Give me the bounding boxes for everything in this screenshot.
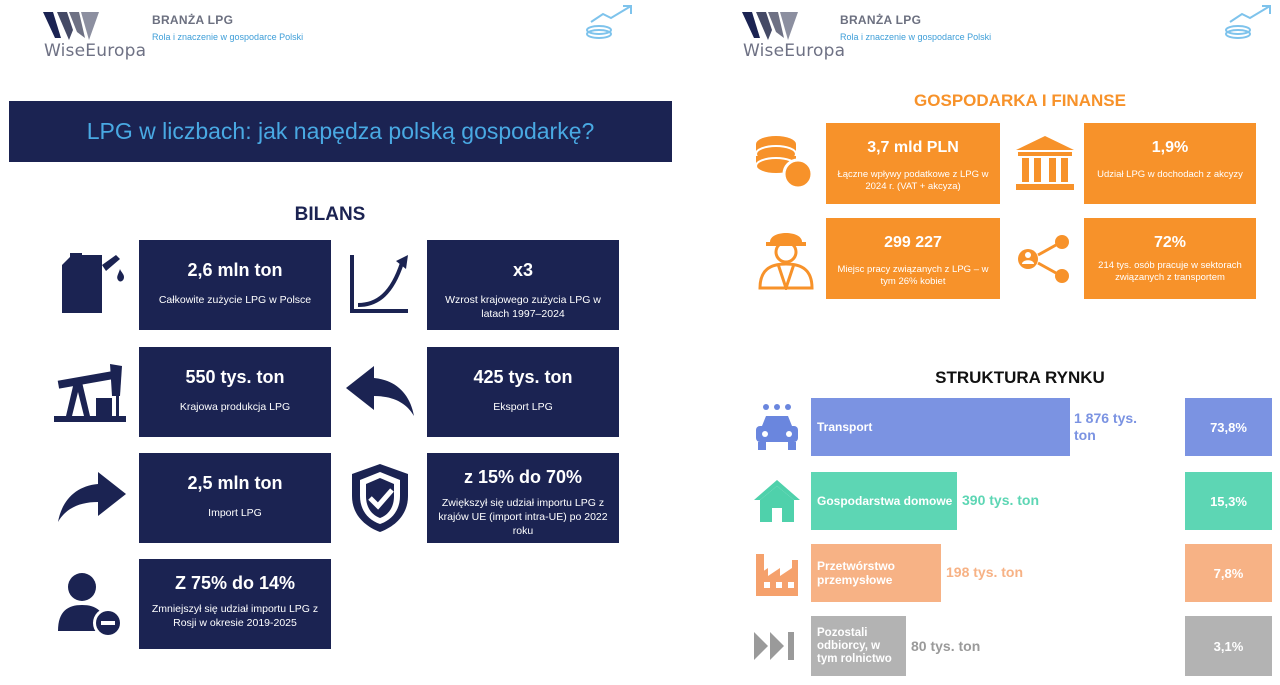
fuel-canister-icon <box>58 251 128 317</box>
stat-desc: Łączne wpływy podatkowe z LPG w 2024 r. (VAT + akcyza) <box>837 169 989 192</box>
stat-desc: Import LPG <box>208 507 262 519</box>
stat-desc: Eksport LPG <box>493 401 553 413</box>
stat-value: z 15% do 70% <box>463 467 583 487</box>
stat-box <box>139 347 331 437</box>
stat-value: 299 227 <box>884 234 942 251</box>
brand-subtitle: Rola i znaczenie w gospodarce Polski <box>840 32 992 42</box>
stat-value: 1,9% <box>1151 139 1189 156</box>
stat-value: 2,6 mln ton <box>187 260 283 280</box>
car-icon <box>752 402 802 454</box>
arrow-forward-icon <box>56 470 128 524</box>
brand-title: BRANŻA LPG <box>152 13 234 27</box>
stat-desc: Krajowa produkcja LPG <box>179 401 291 413</box>
stat-value: 3,7 mld PLN <box>867 139 959 156</box>
percent-value: 15,3% <box>1210 493 1247 509</box>
stat-desc: Zmniejszył się udział importu LPG z Rosji w okresie 2019-2025 <box>151 603 319 629</box>
wiseeuropa-logo-icon <box>742 10 798 42</box>
stat-value: 72% <box>1153 234 1187 251</box>
bank-building-icon <box>1014 134 1076 192</box>
percent-box <box>1185 616 1272 676</box>
stat-value: Z 75% do 14% <box>174 573 296 593</box>
factory-icon <box>752 548 802 598</box>
stat-value: 550 tys. ton <box>185 367 285 387</box>
bar-households <box>811 472 957 530</box>
percent-box <box>1185 544 1272 602</box>
stat-box <box>826 218 1000 299</box>
oil-pump-icon <box>52 356 128 426</box>
bar-label: Przetwórstwo przemysłowe <box>817 559 896 587</box>
percent-value: 3,1% <box>1213 638 1244 654</box>
logo-text: WiseEuropa <box>44 41 147 61</box>
user-minus-icon <box>56 571 126 641</box>
stat-value: 425 tys. ton <box>473 367 573 387</box>
house-icon <box>752 478 802 524</box>
bar-other <box>811 616 906 676</box>
stat-box <box>826 123 1000 204</box>
bar-label: Transport <box>817 420 873 434</box>
bar-label: Pozostali odbiorcy, w tym rolnictwo <box>817 626 892 665</box>
growth-curve-icon <box>348 253 410 315</box>
bar-value: 390 tys. ton <box>962 492 1040 508</box>
bar-value: 80 tys. ton <box>911 638 981 654</box>
bar-industry <box>811 544 941 602</box>
stat-desc: Miejsc pracy związanych z LPG – w tym 26% kobiet <box>837 264 989 287</box>
growth-coin-icon <box>1224 4 1276 40</box>
stat-box <box>427 453 619 543</box>
arrow-back-icon <box>344 364 416 418</box>
percent-value: 73,8% <box>1210 419 1247 435</box>
brand-subtitle: Rola i znaczenie w gospodarce Polski <box>152 32 304 42</box>
coins-icon <box>752 132 814 190</box>
logo-text: WiseEuropa <box>743 41 846 61</box>
stat-box <box>427 240 619 330</box>
stat-desc: Zwiększył się udział importu LPG z krajów UE (import intra-UE) po 2022 roku <box>438 497 608 537</box>
stat-box <box>139 559 331 649</box>
page-banner: LPG w liczbach: jak napędza polską gospodarkę? <box>9 101 672 162</box>
stat-box <box>1084 218 1256 299</box>
shield-check-icon <box>348 462 412 534</box>
stat-desc: 214 tys. osób pracuje w sektorach związanych z transportem <box>1098 260 1242 283</box>
section-title-struktura: STRUKTURA RYNKU <box>935 368 1105 387</box>
stat-box <box>427 347 619 437</box>
brand-title: BRANŻA LPG <box>840 13 922 27</box>
stat-desc: Udział LPG w dochodach z akcyzy <box>1097 169 1243 180</box>
wiseeuropa-logo-icon <box>43 10 99 42</box>
bar-value: 198 tys. ton <box>946 564 1024 580</box>
stat-box <box>1084 123 1256 204</box>
share-network-icon <box>1016 234 1072 284</box>
worker-icon <box>756 224 816 290</box>
stat-desc: Całkowite zużycie LPG w Polsce <box>158 294 312 306</box>
percent-box <box>1185 472 1272 530</box>
bar-label: Gospodarstwa domowe <box>817 494 953 508</box>
stat-box <box>139 240 331 330</box>
fast-forward-icon <box>752 628 800 664</box>
section-title-gospodarka: GOSPODARKA I FINANSE <box>914 91 1126 110</box>
percent-box <box>1185 398 1272 456</box>
stat-desc: Wzrost krajowego zużycia LPG w latach 1997–2024 <box>445 294 601 320</box>
bar-transport <box>811 398 1070 456</box>
growth-coin-icon <box>585 4 637 40</box>
bar-value: 1 876 tys. ton <box>1074 410 1138 443</box>
stat-value: 2,5 mln ton <box>187 473 283 493</box>
stat-value: x3 <box>512 260 534 280</box>
section-title-bilans: BILANS <box>294 204 366 225</box>
percent-value: 7,8% <box>1213 565 1244 581</box>
stat-box <box>139 453 331 543</box>
